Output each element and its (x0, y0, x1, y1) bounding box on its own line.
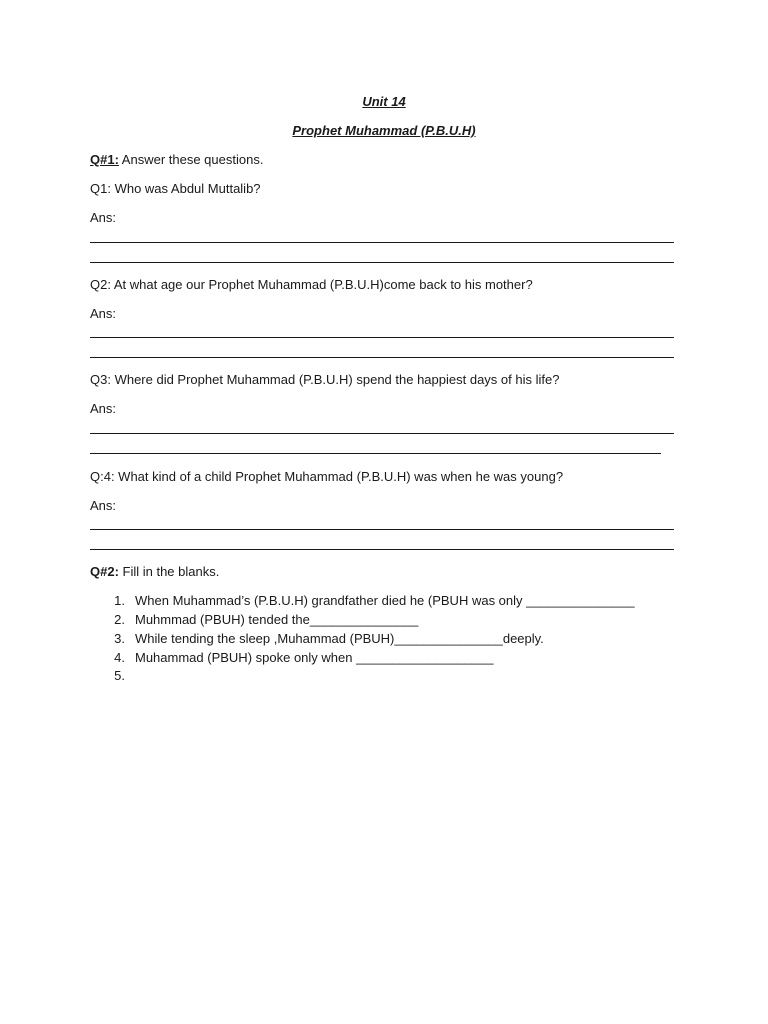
question-1: Q1: Who was Abdul Muttalib? (90, 181, 261, 196)
list-item[interactable]: Muhmmad (PBUH) tended the_______________ (135, 612, 419, 627)
section2-label: Q#2: (90, 564, 119, 579)
answer-label-1: Ans: (90, 210, 117, 225)
answer-line[interactable] (90, 242, 674, 243)
answer-line[interactable] (90, 433, 674, 434)
answer-label-4: Ans: (90, 498, 117, 513)
list-item-number: 2. (114, 612, 125, 627)
question-2: Q2: At what age our Prophet Muhammad (P.B.U.H)come back to his mother? (90, 277, 533, 292)
answer-line[interactable] (90, 337, 674, 338)
list-item[interactable]: When Muhammad’s (P.B.U.H) grandfather died he (PBUH was only _______________ (135, 593, 635, 608)
list-item[interactable]: Muhammad (PBUH) spoke only when ___________________ (135, 650, 494, 665)
section2-heading (90, 564, 219, 580)
unit-title: Unit 14 (362, 94, 406, 109)
answer-line[interactable] (90, 529, 674, 530)
section1-heading (90, 152, 263, 168)
section2-instruction: Fill in the blanks. (118, 564, 220, 579)
list-item-number: 5. (114, 668, 125, 683)
section1-label: Q#1: (90, 152, 119, 167)
answer-label-3: Ans: (90, 401, 117, 416)
list-item-number: 3. (114, 631, 125, 646)
list-item-number: 1. (114, 593, 125, 608)
answer-line[interactable] (90, 357, 674, 358)
answer-line[interactable] (90, 262, 674, 263)
answer-label-2: Ans: (90, 306, 117, 321)
question-4: Q:4: What kind of a child Prophet Muhammad (P.B.U.H) was when he was young? (90, 469, 564, 484)
answer-line[interactable] (90, 453, 661, 454)
page-subtitle: Prophet Muhammad (P.B.U.H) (292, 123, 476, 138)
answer-line[interactable] (90, 549, 674, 550)
list-item-number: 4. (114, 650, 125, 665)
list-item[interactable]: While tending the sleep ,Muhammad (PBUH)_______________deeply. (135, 631, 544, 646)
question-3: Q3: Where did Prophet Muhammad (P.B.U.H) spend the happiest days of his life? (90, 372, 560, 387)
section1-instruction: Answer these questions. (118, 152, 264, 167)
